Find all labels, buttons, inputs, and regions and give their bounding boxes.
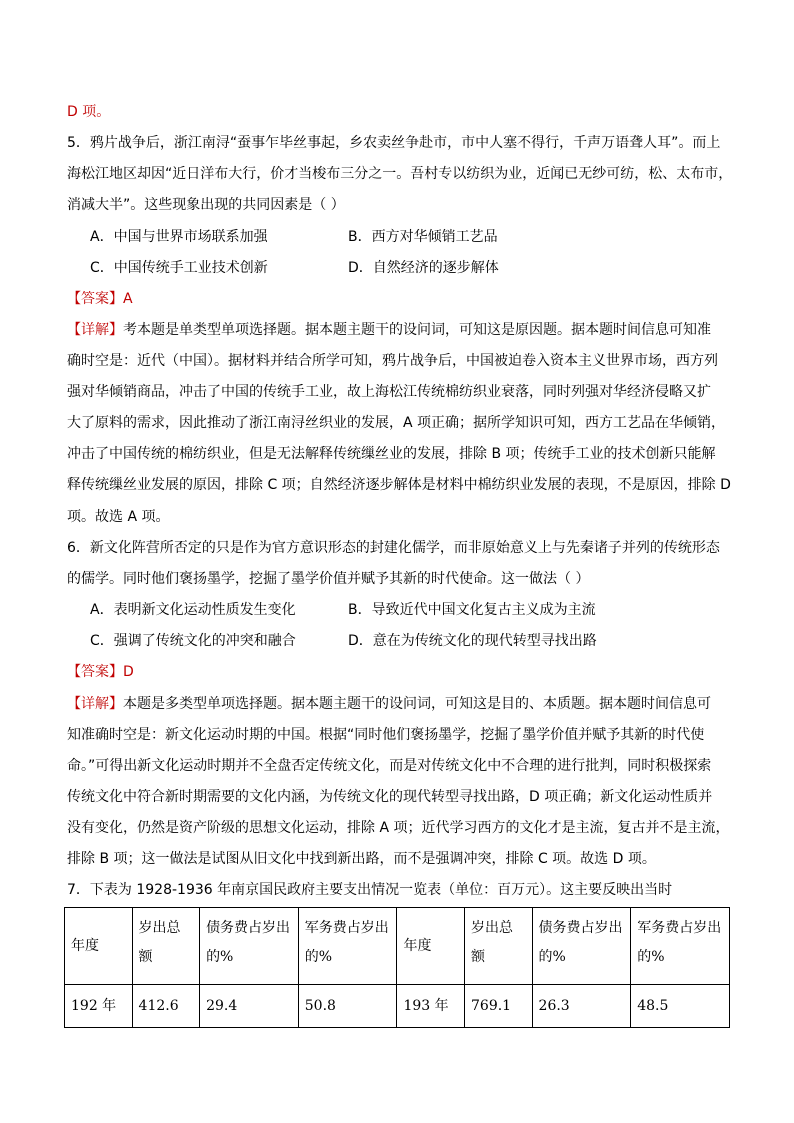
table-cell: 193 年: [397, 985, 465, 1028]
q5-detail-line-2: 确时空是：近代（中国）。据材料并结合所学可知，鸦片战争后，中国被迫卷入资本主义世界市场，西方列: [67, 353, 718, 369]
table-header-cell: 债务费占岁出的%: [200, 908, 299, 985]
q7-stem: 7．下表为 1928-1936 年南京国民政府主要支出情况一览表（单位：百万元）。这主要反映出当时: [67, 882, 673, 898]
table-header-cell: 军务费占岁出的%: [298, 908, 397, 985]
q6-option-c: C．强调了传统文化的冲突和融合: [90, 633, 296, 649]
q5-detail-line-4: 大了原料的需求，因此推动了浙江南浔丝织业的发展，A 项正确；据所学知识可知，西方工艺品在华倾销，: [67, 415, 726, 431]
table-header-cell: 军务费占岁出的%: [631, 908, 730, 985]
q6-option-b: B．导致近代中国文化复古主义成为主流: [348, 602, 596, 618]
q6-answer-value: D: [123, 664, 134, 680]
table-cell: 192 年: [65, 985, 133, 1028]
q6-answer: [67, 662, 727, 682]
q5-detail-text-1: 考本题是单类型单项选择题。据本题主题干的设问词，可知这是原因题。据本题时间信息可知准: [123, 322, 711, 338]
table-header-cell: 岁出总额: [132, 908, 200, 985]
q5-option-a: A．中国与世界市场联系加强: [90, 229, 268, 245]
q5-detail-line-1: [67, 320, 727, 340]
q5-answer-label: 【答案】: [67, 291, 123, 307]
q6-detail-line-4: 传统文化中符合新时期需要的文化内涵，为传统文化的现代转型寻找出路，D 项正确；新文化运动性质并: [67, 789, 713, 805]
table-header-cell: 岁出总额: [465, 908, 533, 985]
q5-detail-line-3: 强对华倾销商品，冲击了中国的传统手工业，故上海松江传统棉纺织业衰落，同时列强对华经济侵略又扩: [67, 384, 711, 400]
table-row: [65, 985, 730, 1028]
table-cell: 48.5: [631, 985, 730, 1028]
q5-stem-line-3: 消减大半”。这些现象出现的共同因素是（ ）: [67, 197, 345, 213]
q6-detail-line-1: [67, 694, 727, 714]
q6-option-a: A．表明新文化运动性质发生变化: [90, 602, 296, 618]
table-header-cell: 年度: [65, 908, 133, 985]
table-header-cell: 债务费占岁出的%: [532, 908, 631, 985]
q5-detail-line-6: 释传统缫丝业发展的原因，排除 C 项；自然经济逐步解体是材料中棉纺织业发展的表现，不是原因，排除 D: [67, 477, 731, 493]
table-cell: 26.3: [532, 985, 631, 1028]
q5-detail-label: 【详解】: [67, 322, 123, 338]
q5-answer-value: A: [123, 291, 133, 307]
q6-detail-line-5: 没有变化，仍然是资产阶级的思想文化运动，排除 A 项；近代学习西方的文化才是主流，复古并不是主流，: [67, 820, 730, 836]
q6-option-d: D．意在为传统文化的现代转型寻找出路: [348, 633, 597, 649]
q5-stem-line-1: 5．鸦片战争后，浙江南浔“蚕事乍毕丝事起，乡农卖丝争赴市，市中人塞不得行，千声万语聋人耳”。而上: [67, 135, 721, 151]
q5-detail-line-5: 冲击了中国传统的棉纺织业，但是无法解释传统缫丝业的发展，排除 B 项；传统手工业的技术创新只能解: [67, 446, 716, 462]
q6-stem-line-2: 的儒学。同时他们褒扬墨学，挖掘了墨学价值并赋予其新的时代使命。这一做法（ ）: [67, 571, 590, 587]
q6-answer-label: 【答案】: [67, 664, 123, 680]
q5-answer: [67, 289, 727, 309]
q6-detail-line-2: 知准确时空是：新文化运动时期的中国。根据“同时他们褒扬墨学，挖掘了墨学价值并赋予其新的时代使: [67, 727, 705, 743]
table-cell: 769.1: [465, 985, 533, 1028]
q7-expenditure-table: [64, 907, 730, 1028]
q6-detail-line-3: 命。”可得出新文化运动时期并不全盘否定传统文化，而是对传统文化中不合理的进行批判，同时积极探索: [67, 758, 712, 774]
q6-detail-line-6: 排除 B 项；这一做法是试图从旧文化中找到新出路，而不是强调冲突，排除 C 项。故选 D 项。: [67, 851, 656, 867]
q5-detail-line-7: 项。故选 A 项。: [67, 509, 170, 525]
table-cell: 412.6: [132, 985, 200, 1028]
q6-detail-text-1: 本题是多类型单项选择题。据本题主题干的设问词，可知这是目的、本质题。据本题时间信息可: [123, 696, 711, 712]
table-header-row: [65, 908, 730, 985]
q6-stem-line-1: 6．新文化阵营所否定的只是作为官方意识形态的封建化儒学，而非原始意义上与先秦诸子并列的传统形态: [67, 540, 720, 556]
q6-detail-label: 【详解】: [67, 696, 123, 712]
previous-answer-tail: D 项。: [67, 104, 111, 120]
q5-stem-line-2: 海松江地区却因“近日洋布大行，价才当梭布三分之一。吾村专以纺织为业，近闻已无纱可纺，松、太布市，: [67, 166, 733, 182]
q5-option-c: C．中国传统手工业技术创新: [90, 260, 268, 276]
q5-option-b: B．西方对华倾销工艺品: [348, 229, 498, 245]
table-cell: 29.4: [200, 985, 299, 1028]
table-header-cell: 年度: [397, 908, 465, 985]
table-cell: 50.8: [298, 985, 397, 1028]
q5-option-d: D．自然经济的逐步解体: [348, 260, 499, 276]
